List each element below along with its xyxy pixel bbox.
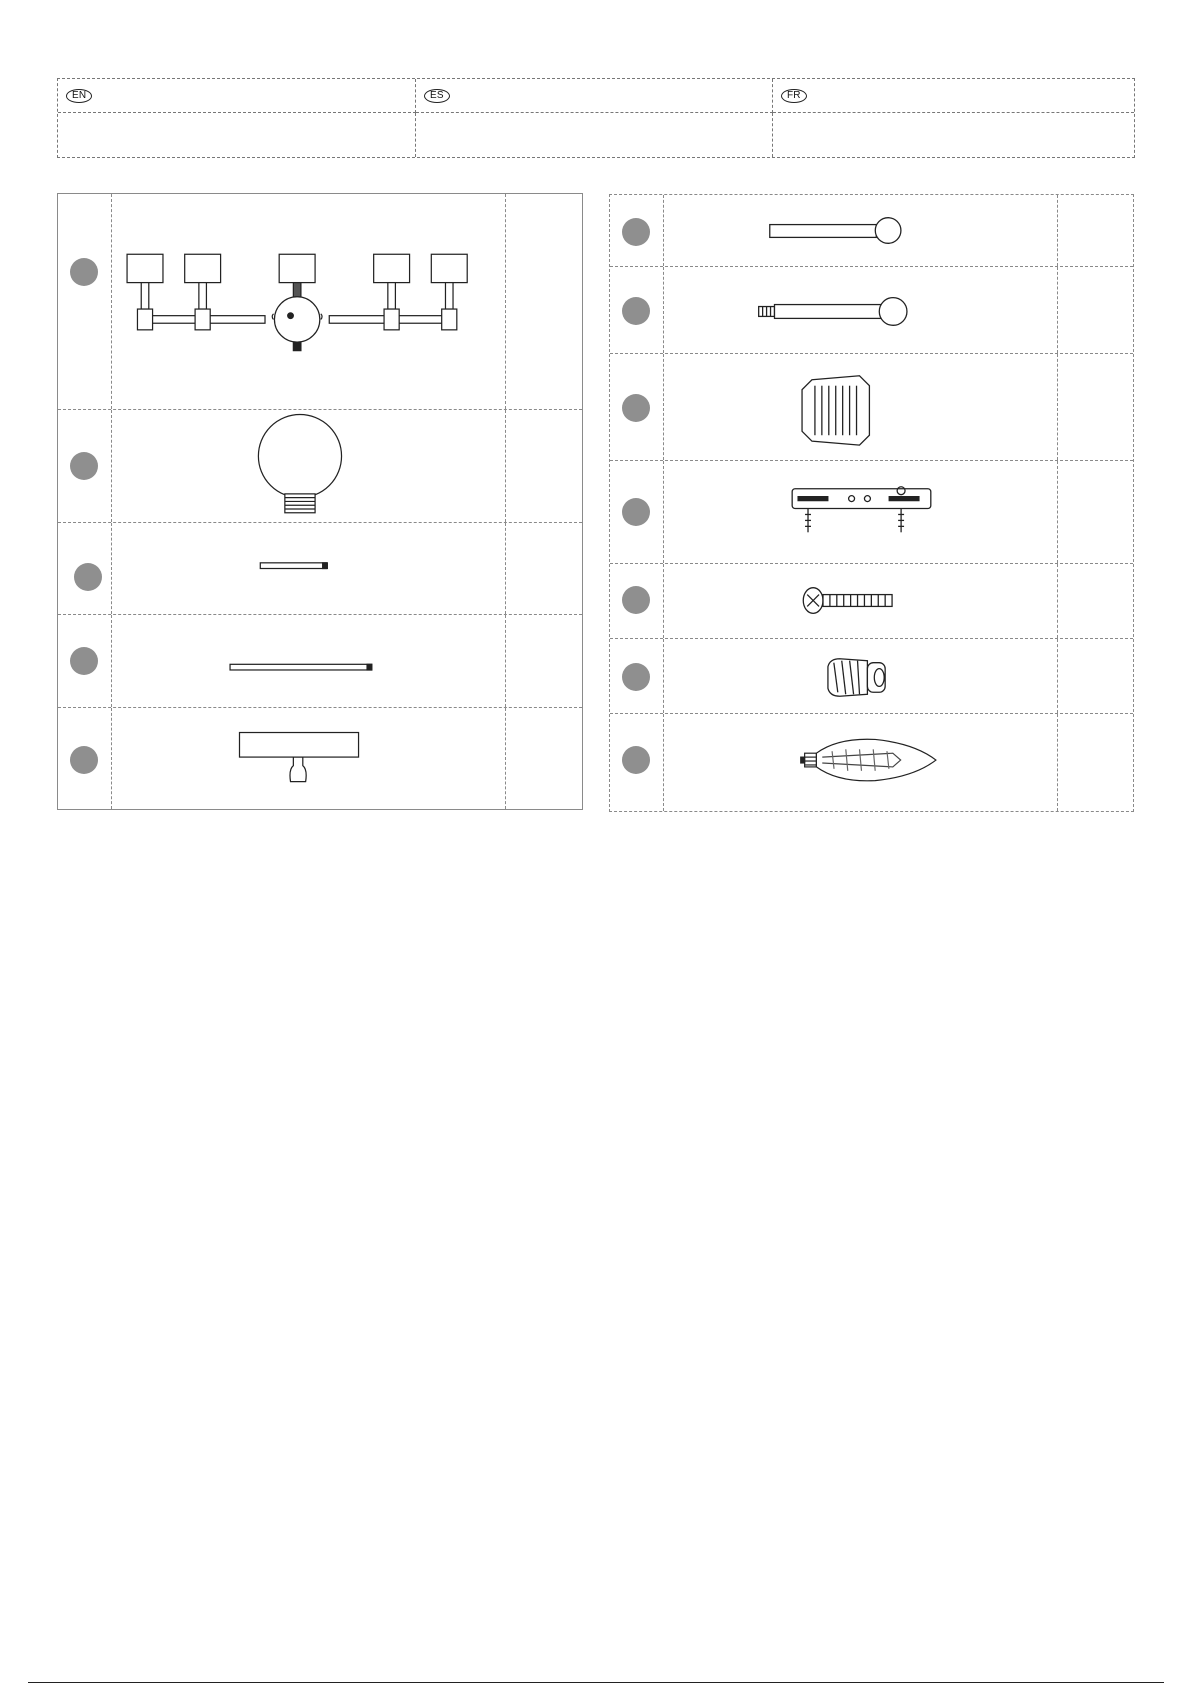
- lang-header-fr: [773, 79, 1134, 113]
- part-row: [58, 194, 582, 410]
- lang-body-fr: [773, 113, 1134, 157]
- part-row: [610, 354, 1133, 461]
- lang-badge-fr: FR: [781, 89, 807, 103]
- parts-table-right: [609, 194, 1134, 812]
- threaded-finial-icon: [663, 267, 1057, 353]
- short-rod-icon: [111, 523, 505, 614]
- part-marker: [622, 218, 650, 246]
- parts-table-left: [57, 193, 583, 810]
- part-marker: [70, 746, 98, 774]
- part-row: [58, 523, 582, 615]
- part-marker: [622, 297, 650, 325]
- part-marker: [622, 498, 650, 526]
- language-header-table: [57, 78, 1135, 158]
- part-marker: [74, 563, 102, 591]
- fixture-body-icon: [111, 194, 505, 409]
- lang-header-en: [58, 79, 416, 113]
- globe-shade-icon: [111, 410, 505, 522]
- part-marker: [622, 586, 650, 614]
- part-marker: [70, 258, 98, 286]
- part-row: [610, 267, 1133, 354]
- part-row: [610, 714, 1133, 811]
- lock-nut-icon: [663, 354, 1057, 460]
- lang-badge-es: ES: [424, 89, 450, 103]
- screw-icon: [663, 564, 1057, 638]
- mounting-bracket-icon: [663, 461, 1057, 563]
- long-rod-icon: [111, 615, 505, 707]
- wire-nut-icon: [663, 639, 1057, 713]
- part-row: [58, 410, 582, 523]
- part-marker: [70, 452, 98, 480]
- part-marker: [622, 394, 650, 422]
- part-marker: [622, 663, 650, 691]
- part-row: [58, 708, 582, 809]
- page-footer-rule: [28, 1682, 1164, 1683]
- lang-body-es: [416, 113, 773, 157]
- part-marker: [622, 746, 650, 774]
- part-row: [610, 564, 1133, 639]
- lang-header-es: [416, 79, 773, 113]
- canopy-icon: [111, 708, 505, 809]
- part-row: [610, 639, 1133, 714]
- part-row: [610, 195, 1133, 267]
- part-row: [610, 461, 1133, 564]
- part-row: [58, 615, 582, 708]
- lang-body-en: [58, 113, 416, 157]
- finial-rod-icon: [663, 195, 1057, 266]
- lang-badge-en: EN: [66, 89, 92, 103]
- part-marker: [70, 647, 98, 675]
- candle-bulb-icon: [663, 714, 1057, 811]
